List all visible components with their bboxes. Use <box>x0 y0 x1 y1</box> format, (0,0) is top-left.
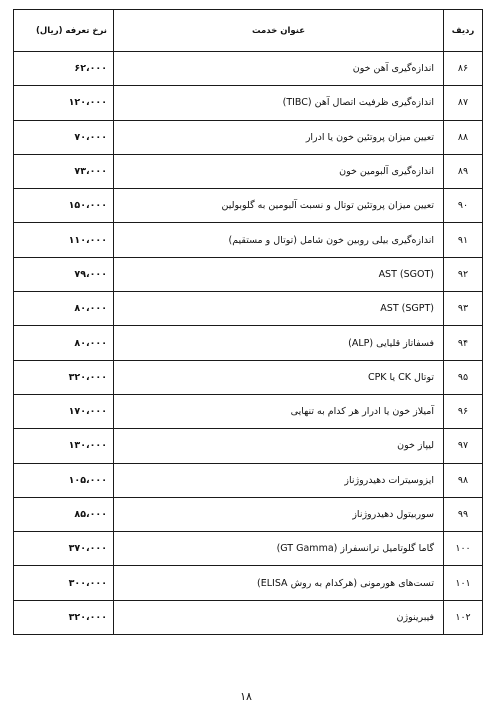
row-number: ۹۶ <box>444 394 483 428</box>
tariff-price: ۱۲۰،۰۰۰ <box>14 86 114 120</box>
tariff-price: ۳۰۰،۰۰۰ <box>14 566 114 600</box>
table-row <box>14 86 483 120</box>
service-title: اندازه‌گیری ظرفیت اتصال آهن (TIBC) <box>114 86 444 120</box>
service-title: لیپاز خون <box>114 429 444 463</box>
header-price: نرخ تعرفه (ریال) <box>14 10 114 52</box>
row-number: ۸۷ <box>444 86 483 120</box>
table-header-row <box>14 10 483 52</box>
row-number: ۹۸ <box>444 463 483 497</box>
service-title: AST (SGOT) <box>114 257 444 291</box>
row-number: ۹۰ <box>444 189 483 223</box>
page-number: ۱۸ <box>240 690 252 703</box>
header-service: عنوان خدمت <box>114 10 444 52</box>
table-row <box>14 566 483 600</box>
row-number: ۹۲ <box>444 257 483 291</box>
tariff-price: ۶۲،۰۰۰ <box>14 52 114 86</box>
tariff-price: ۷۳،۰۰۰ <box>14 154 114 188</box>
tariff-price: ۷۰،۰۰۰ <box>14 120 114 154</box>
row-number: ۹۱ <box>444 223 483 257</box>
table-row <box>14 532 483 566</box>
service-title: AST (SGPT) <box>114 292 444 326</box>
header-row-no: ردیف <box>444 10 483 52</box>
service-title: اندازه‌گیری آهن خون <box>114 52 444 86</box>
service-title: اندازه‌گیری آلبومین خون <box>114 154 444 188</box>
table-row <box>14 189 483 223</box>
row-number: ۸۶ <box>444 52 483 86</box>
row-number: ۱۰۰ <box>444 532 483 566</box>
service-title: آمیلاز خون یا ادرار هر کدام به تنهایی <box>114 394 444 428</box>
tariff-price: ۳۲۰،۰۰۰ <box>14 360 114 394</box>
table-row <box>14 497 483 531</box>
service-title: ایزوسیترات دهیدروژناز <box>114 463 444 497</box>
tariff-price: ۱۷۰،۰۰۰ <box>14 394 114 428</box>
row-number: ۹۵ <box>444 360 483 394</box>
row-number: ۱۰۱ <box>444 566 483 600</box>
tariff-price: ۱۵۰،۰۰۰ <box>14 189 114 223</box>
table-row <box>14 154 483 188</box>
service-title: توتال CK یا CPK <box>114 360 444 394</box>
row-number: ۹۹ <box>444 497 483 531</box>
table-row <box>14 292 483 326</box>
tariff-price: ۱۱۰،۰۰۰ <box>14 223 114 257</box>
tariff-price: ۸۰،۰۰۰ <box>14 326 114 360</box>
service-title: فیبرینوژن <box>114 600 444 634</box>
tariff-price: ۱۳۰،۰۰۰ <box>14 429 114 463</box>
tariff-price: ۷۹،۰۰۰ <box>14 257 114 291</box>
table-row <box>14 600 483 634</box>
table-row <box>14 257 483 291</box>
row-number: ۸۹ <box>444 154 483 188</box>
service-title: سوربیتول دهیدروژناز <box>114 497 444 531</box>
row-number: ۹۷ <box>444 429 483 463</box>
service-title: فسفاتاز قلیایی (ALP) <box>114 326 444 360</box>
table-row <box>14 360 483 394</box>
row-number: ۸۸ <box>444 120 483 154</box>
service-title: تعیین میزان پروتئین خون یا ادرار <box>114 120 444 154</box>
table-row <box>14 223 483 257</box>
service-title: گاما گلوتامیل ترانسفراز (GT Gamma) <box>114 532 444 566</box>
row-number: ۹۳ <box>444 292 483 326</box>
row-number: ۹۴ <box>444 326 483 360</box>
tariff-price: ۳۷۰،۰۰۰ <box>14 532 114 566</box>
tariff-price: ۸۵،۰۰۰ <box>14 497 114 531</box>
table-row <box>14 429 483 463</box>
table-row <box>14 120 483 154</box>
service-title: اندازه‌گیری بیلی روبین خون شامل (توتال و مستقیم) <box>114 223 444 257</box>
service-title: تعیین میزان پروتئین توتال و نسبت آلبومین به گلوبولین <box>114 189 444 223</box>
table-row <box>14 463 483 497</box>
tariff-price: ۸۰،۰۰۰ <box>14 292 114 326</box>
tariff-table <box>13 9 483 635</box>
table-body <box>14 52 483 635</box>
table-row <box>14 394 483 428</box>
tariff-price: ۳۲۰،۰۰۰ <box>14 600 114 634</box>
tariff-price: ۱۰۵،۰۰۰ <box>14 463 114 497</box>
service-title: تست‌های هورمونی (هرکدام به روش ELISA) <box>114 566 444 600</box>
table-row <box>14 52 483 86</box>
table-row <box>14 326 483 360</box>
row-number: ۱۰۲ <box>444 600 483 634</box>
